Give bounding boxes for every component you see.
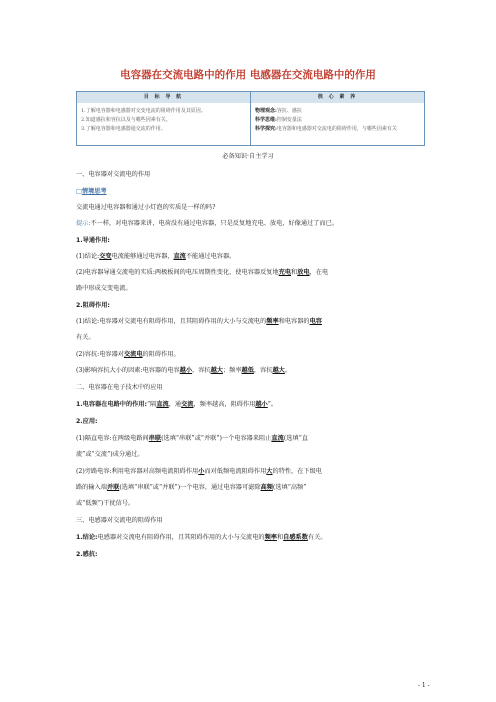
competency-item: 科学思维:控制变量法 xyxy=(255,117,302,123)
blocking-capacitor-cont: 流”或“交流”)成分通过。 xyxy=(76,451,144,458)
competencies-header: 核 心 素 养 xyxy=(317,94,358,100)
objectives-list xyxy=(77,103,250,145)
section-heading: 必备知识·自主学习 xyxy=(222,153,274,160)
hint-text: 提示:不一样，对电容器来讲，电荷没有通过电容器，只是反复地充电、放电，好像通过了而已。 xyxy=(76,220,338,227)
question-text: 交流电通过电容器和通过小灯泡的实质是一样的吗? xyxy=(76,204,216,211)
capacitor-role: 1.电容器在电路中的作用:“隔直流，通交流，频率越高，阻碍作用越小”。 xyxy=(76,401,278,408)
objectives-table-header xyxy=(77,92,424,103)
objectives-table xyxy=(76,91,425,146)
capacitive-reactance-def: (2)容抗:电容器对交流电的阻碍作用。 xyxy=(76,351,180,358)
blocking-capacitor: (1)隔直电容:在两级电路间串联(选填“串联”或“并联”)一个电容器来阻止直流(选填“直 xyxy=(76,435,308,442)
heading-capacitor-ac: 一、电容器对交流电的作用 xyxy=(76,171,151,178)
competencies-list xyxy=(251,103,424,145)
competency-item: 科学探究:电容器和电感器对交流电的阻碍作用，与哪些因素有关 xyxy=(255,126,397,132)
inductor-conclusion: 1.结论:电感器对交流电有阻碍作用，且其阻碍作用的大小与交流电的频率和自感系数有关。 xyxy=(76,534,327,541)
objectives-header: 目 标 导 航 xyxy=(143,94,184,100)
bypass-capacitor-cont2: 或“低频”)干扰信号。 xyxy=(76,500,135,507)
impedance-conclusion: (1)结论:电容器对交流电有阻碍作用，且其阻碍作用的大小与交流电的频率和电容器的电容 xyxy=(76,318,322,325)
conduction-essence-cont: 路中形成交变电流。 xyxy=(76,285,132,292)
objective-item: 1.了解电容器和电感器对交变电流的阻碍作用及其原因。 xyxy=(81,108,206,114)
objective-item: 3.了解电容器和电感器通交流的作用。 xyxy=(81,126,166,132)
impedance-conclusion-cont: 有关。 xyxy=(76,334,95,341)
competency-item: 物理观念:容抗、感抗 xyxy=(255,108,302,114)
conduction-conclusion: (1)结论:交变电流能够通过电容器，直流不能通过电容器。 xyxy=(76,253,236,260)
heading-inductor-ac: 三、电感器对交流电的阻碍作用 xyxy=(76,517,163,524)
conduction-essence: (2)电容器导通交流电的实质:两极板间的电压周期性变化，使电容器反复地充电和放电，在电 xyxy=(76,269,329,276)
inductive-reactance-heading: 2.感抗: xyxy=(76,551,98,558)
think-label: □情境思考 xyxy=(76,188,107,195)
conduction-heading: 1.导通作用: xyxy=(76,237,110,244)
page-number: - 1 - xyxy=(418,682,430,689)
objective-item: 2.知道感抗和容抗以及与哪些因素有关。 xyxy=(81,117,171,123)
objectives-table-body xyxy=(77,103,424,145)
applications-heading: 2.应用: xyxy=(76,418,98,425)
reactance-factors: (3)影响容抗大小的因素:电容器的电容越小，容抗越大；频率越低，容抗越大。 xyxy=(76,367,292,374)
impedance-heading: 2.阻碍作用: xyxy=(76,302,110,309)
heading-capacitor-applications: 二、电容器在电子技术中的应用 xyxy=(76,384,163,391)
page-title: 电容器在交流电路中的作用 电感器在交流电路中的作用 xyxy=(120,69,376,81)
bypass-capacitor: (2)旁路电容:利用电容器对高频电流阻碍作用小而对低频电流阻碍作用大的特性，在下级电 xyxy=(76,468,322,475)
bypass-capacitor-cont: 路的输入端并联(选填“串联”或“并联”)一个电容，通过电容器可滤除高频(选填“高频” xyxy=(76,484,307,491)
